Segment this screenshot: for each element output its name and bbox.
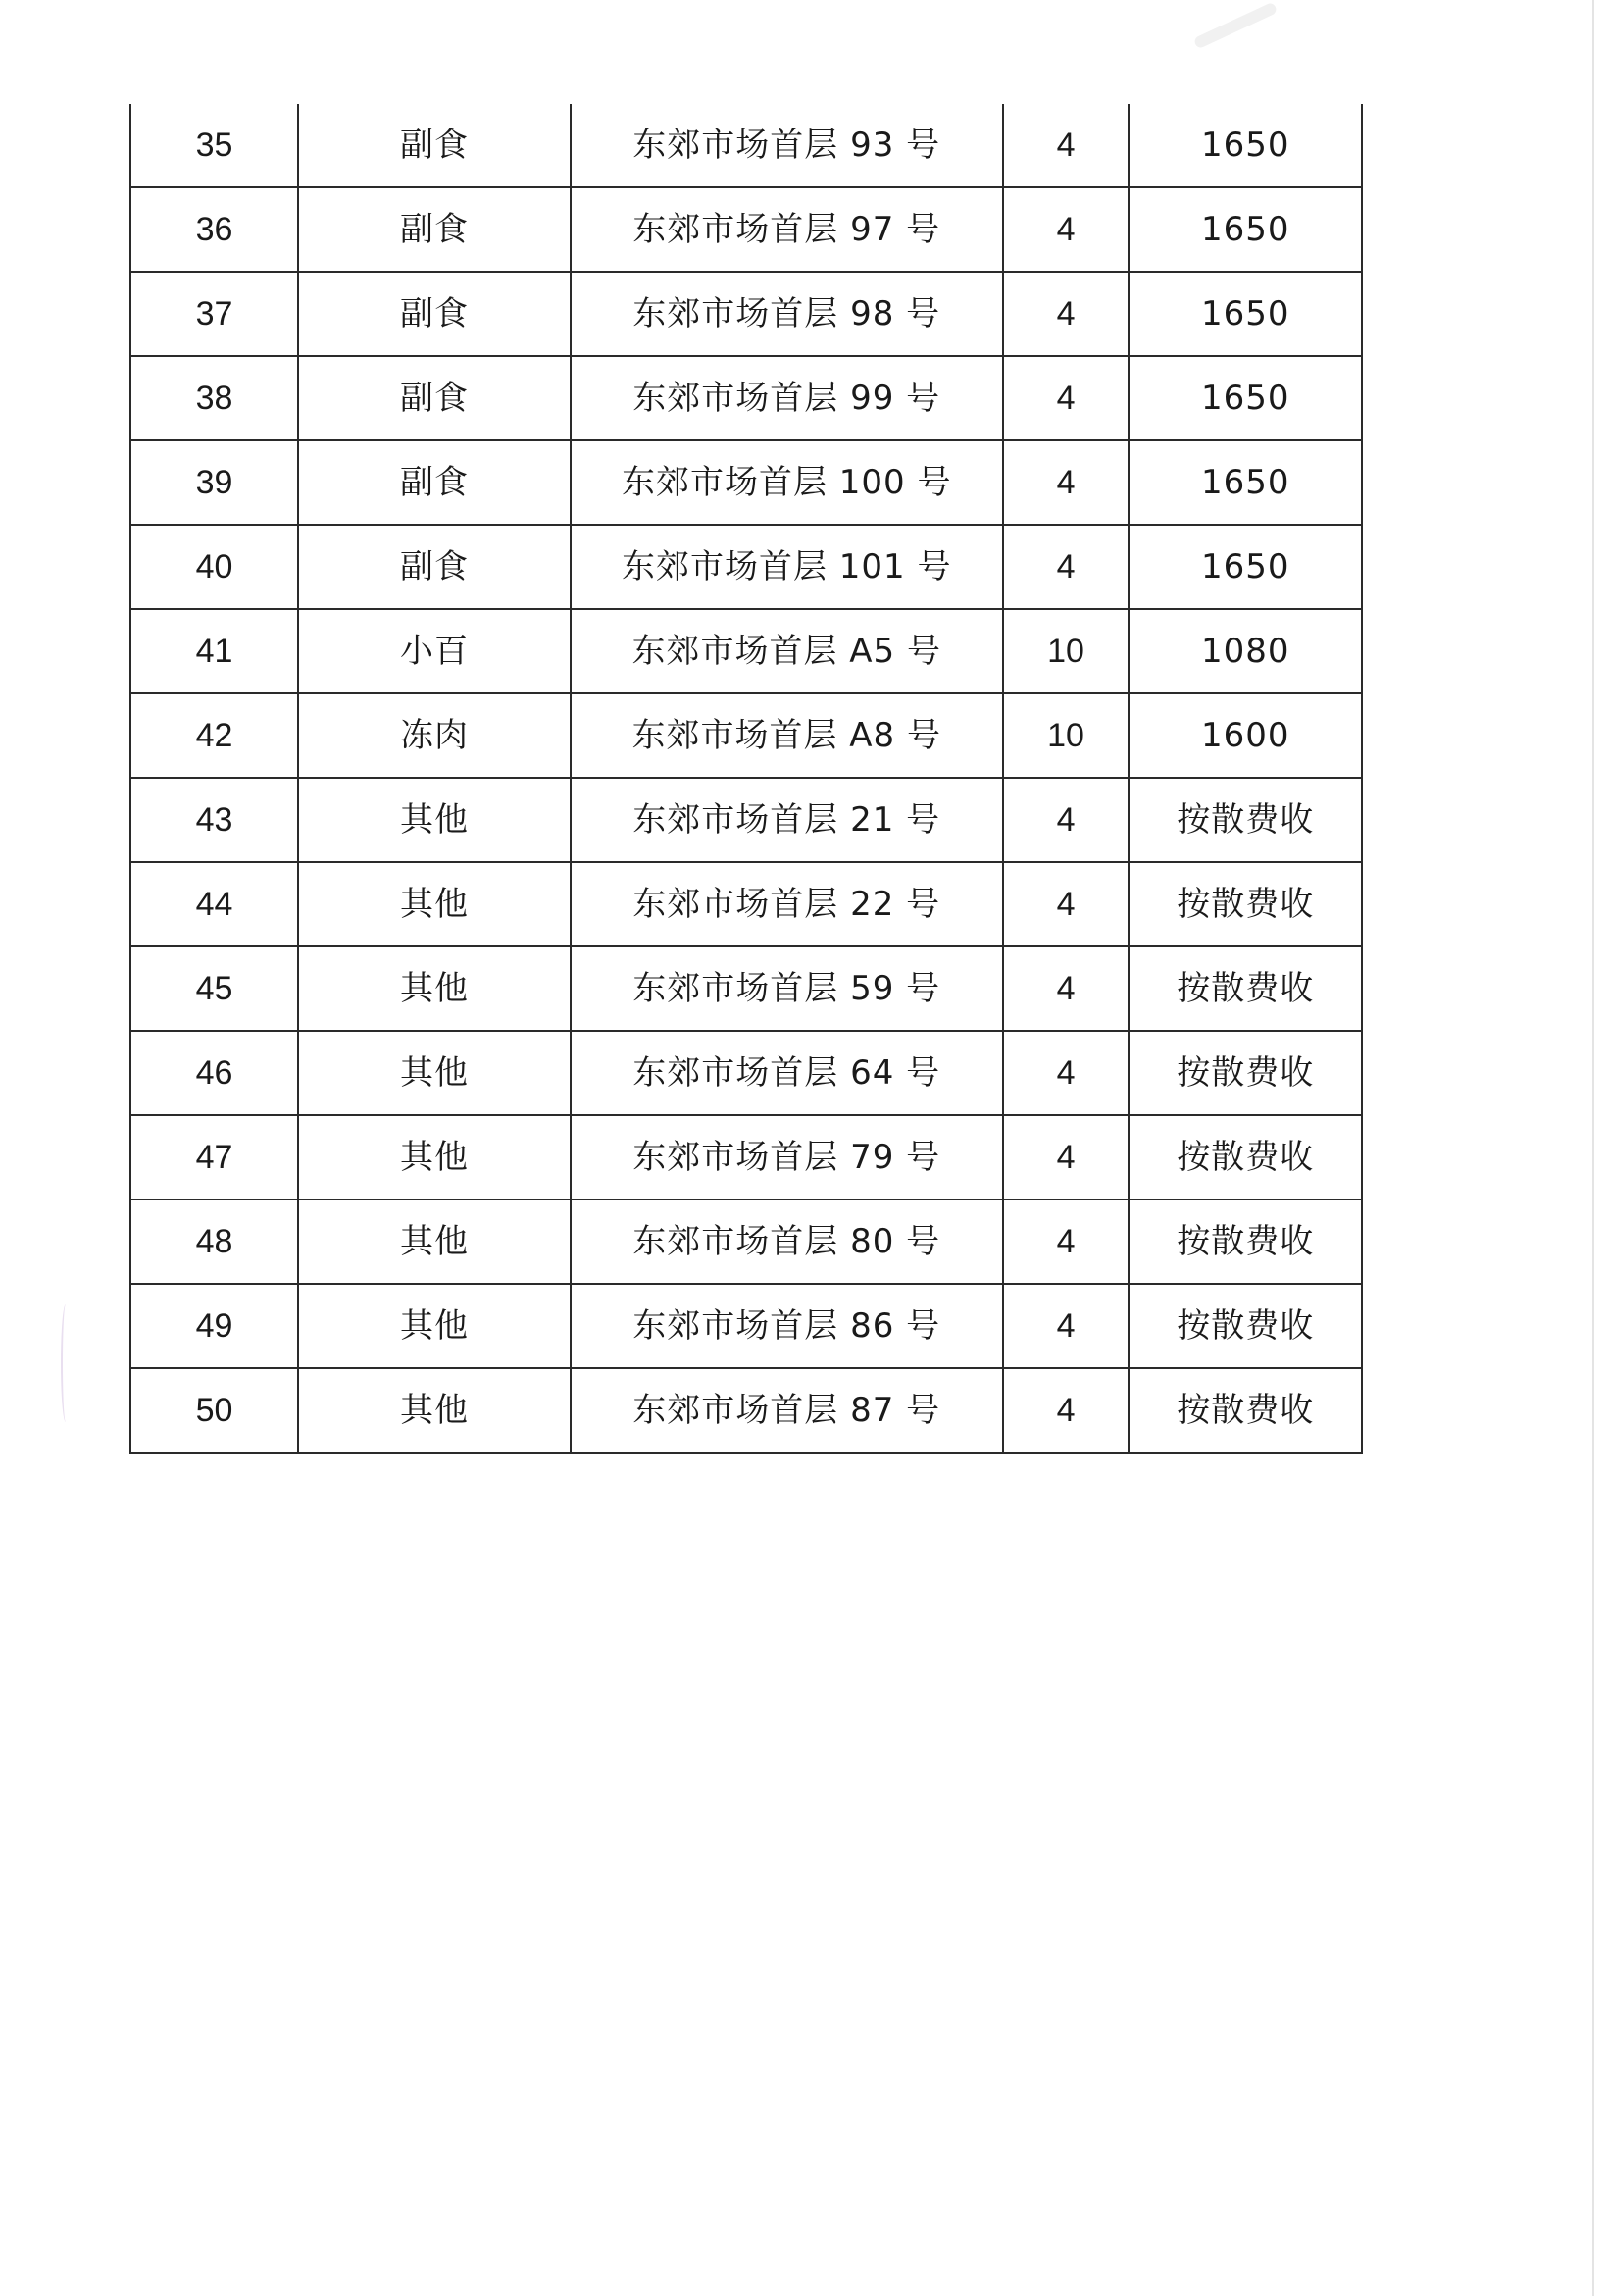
- scan-edge: [1592, 0, 1594, 2296]
- scan-smudge: [1193, 2, 1279, 50]
- cell-area: 4: [1003, 440, 1130, 525]
- cell-location: 东郊市场首层 21 号: [571, 778, 1003, 862]
- cell-fee: 1650: [1129, 356, 1362, 440]
- cell-location: 东郊市场首层 93 号: [571, 104, 1003, 187]
- table-row: [130, 525, 1362, 609]
- cell-number: 37: [130, 272, 298, 356]
- cell-number: 48: [130, 1199, 298, 1284]
- cell-number: 46: [130, 1031, 298, 1115]
- table-row: [130, 1368, 1362, 1453]
- cell-fee: 1650: [1129, 440, 1362, 525]
- cell-area: 4: [1003, 1368, 1130, 1453]
- cell-area: 4: [1003, 946, 1130, 1031]
- table-row: [130, 778, 1362, 862]
- cell-area: 4: [1003, 187, 1130, 272]
- cell-area: 4: [1003, 1115, 1130, 1199]
- cell-category: 副食: [298, 272, 571, 356]
- cell-number: 42: [130, 693, 298, 778]
- cell-category: 副食: [298, 356, 571, 440]
- cell-category: 其他: [298, 1115, 571, 1199]
- cell-category: 其他: [298, 1368, 571, 1453]
- cell-fee: 按散费收: [1129, 1115, 1362, 1199]
- table-row: [130, 946, 1362, 1031]
- cell-location: 东郊市场首层 22 号: [571, 862, 1003, 946]
- cell-category: 副食: [298, 440, 571, 525]
- cell-number: 36: [130, 187, 298, 272]
- cell-number: 47: [130, 1115, 298, 1199]
- cell-fee: 1650: [1129, 525, 1362, 609]
- faint-stamp-mark: [61, 1304, 71, 1422]
- cell-number: 44: [130, 862, 298, 946]
- cell-area: 4: [1003, 272, 1130, 356]
- cell-location: 东郊市场首层 99 号: [571, 356, 1003, 440]
- cell-area: 10: [1003, 693, 1130, 778]
- cell-area: 4: [1003, 778, 1130, 862]
- cell-category: 其他: [298, 1284, 571, 1368]
- cell-location: 东郊市场首层 98 号: [571, 272, 1003, 356]
- cell-area: 4: [1003, 1199, 1130, 1284]
- cell-category: 副食: [298, 104, 571, 187]
- cell-category: 其他: [298, 946, 571, 1031]
- cell-number: 43: [130, 778, 298, 862]
- cell-fee: 按散费收: [1129, 778, 1362, 862]
- cell-number: 49: [130, 1284, 298, 1368]
- cell-category: 副食: [298, 187, 571, 272]
- cell-fee: 1650: [1129, 104, 1362, 187]
- cell-area: 10: [1003, 609, 1130, 693]
- stall-table-body: [130, 104, 1362, 1453]
- cell-area: 4: [1003, 356, 1130, 440]
- table-row: [130, 1199, 1362, 1284]
- cell-category: 冻肉: [298, 693, 571, 778]
- table-row: [130, 1115, 1362, 1199]
- table-row: [130, 440, 1362, 525]
- cell-location: 东郊市场首层 97 号: [571, 187, 1003, 272]
- cell-area: 4: [1003, 525, 1130, 609]
- table-row: [130, 356, 1362, 440]
- cell-fee: 按散费收: [1129, 1284, 1362, 1368]
- table-row: [130, 187, 1362, 272]
- cell-location: 东郊市场首层 87 号: [571, 1368, 1003, 1453]
- cell-area: 4: [1003, 862, 1130, 946]
- cell-area: 4: [1003, 1031, 1130, 1115]
- cell-fee: 1650: [1129, 272, 1362, 356]
- table-row: [130, 104, 1362, 187]
- stall-table: [129, 104, 1363, 1454]
- table-row: [130, 609, 1362, 693]
- cell-location: 东郊市场首层 A8 号: [571, 693, 1003, 778]
- table-row: [130, 693, 1362, 778]
- cell-area: 4: [1003, 1284, 1130, 1368]
- cell-fee: 按散费收: [1129, 1031, 1362, 1115]
- cell-category: 其他: [298, 1031, 571, 1115]
- cell-fee: 按散费收: [1129, 946, 1362, 1031]
- table-row: [130, 1284, 1362, 1368]
- table-row: [130, 272, 1362, 356]
- cell-location: 东郊市场首层 64 号: [571, 1031, 1003, 1115]
- cell-location: 东郊市场首层 101 号: [571, 525, 1003, 609]
- cell-area: 4: [1003, 104, 1130, 187]
- cell-location: 东郊市场首层 A5 号: [571, 609, 1003, 693]
- cell-category: 其他: [298, 862, 571, 946]
- cell-fee: 1650: [1129, 187, 1362, 272]
- cell-fee: 按散费收: [1129, 1368, 1362, 1453]
- cell-number: 39: [130, 440, 298, 525]
- cell-fee: 按散费收: [1129, 1199, 1362, 1284]
- cell-category: 副食: [298, 525, 571, 609]
- cell-category: 小百: [298, 609, 571, 693]
- table-row: [130, 1031, 1362, 1115]
- cell-location: 东郊市场首层 59 号: [571, 946, 1003, 1031]
- cell-category: 其他: [298, 778, 571, 862]
- table-row: [130, 862, 1362, 946]
- cell-number: 50: [130, 1368, 298, 1453]
- cell-fee: 1080: [1129, 609, 1362, 693]
- cell-number: 38: [130, 356, 298, 440]
- cell-location: 东郊市场首层 100 号: [571, 440, 1003, 525]
- cell-fee: 按散费收: [1129, 862, 1362, 946]
- cell-location: 东郊市场首层 80 号: [571, 1199, 1003, 1284]
- cell-fee: 1600: [1129, 693, 1362, 778]
- cell-location: 东郊市场首层 79 号: [571, 1115, 1003, 1199]
- cell-category: 其他: [298, 1199, 571, 1284]
- cell-number: 35: [130, 104, 298, 187]
- cell-number: 41: [130, 609, 298, 693]
- cell-location: 东郊市场首层 86 号: [571, 1284, 1003, 1368]
- cell-number: 40: [130, 525, 298, 609]
- cell-number: 45: [130, 946, 298, 1031]
